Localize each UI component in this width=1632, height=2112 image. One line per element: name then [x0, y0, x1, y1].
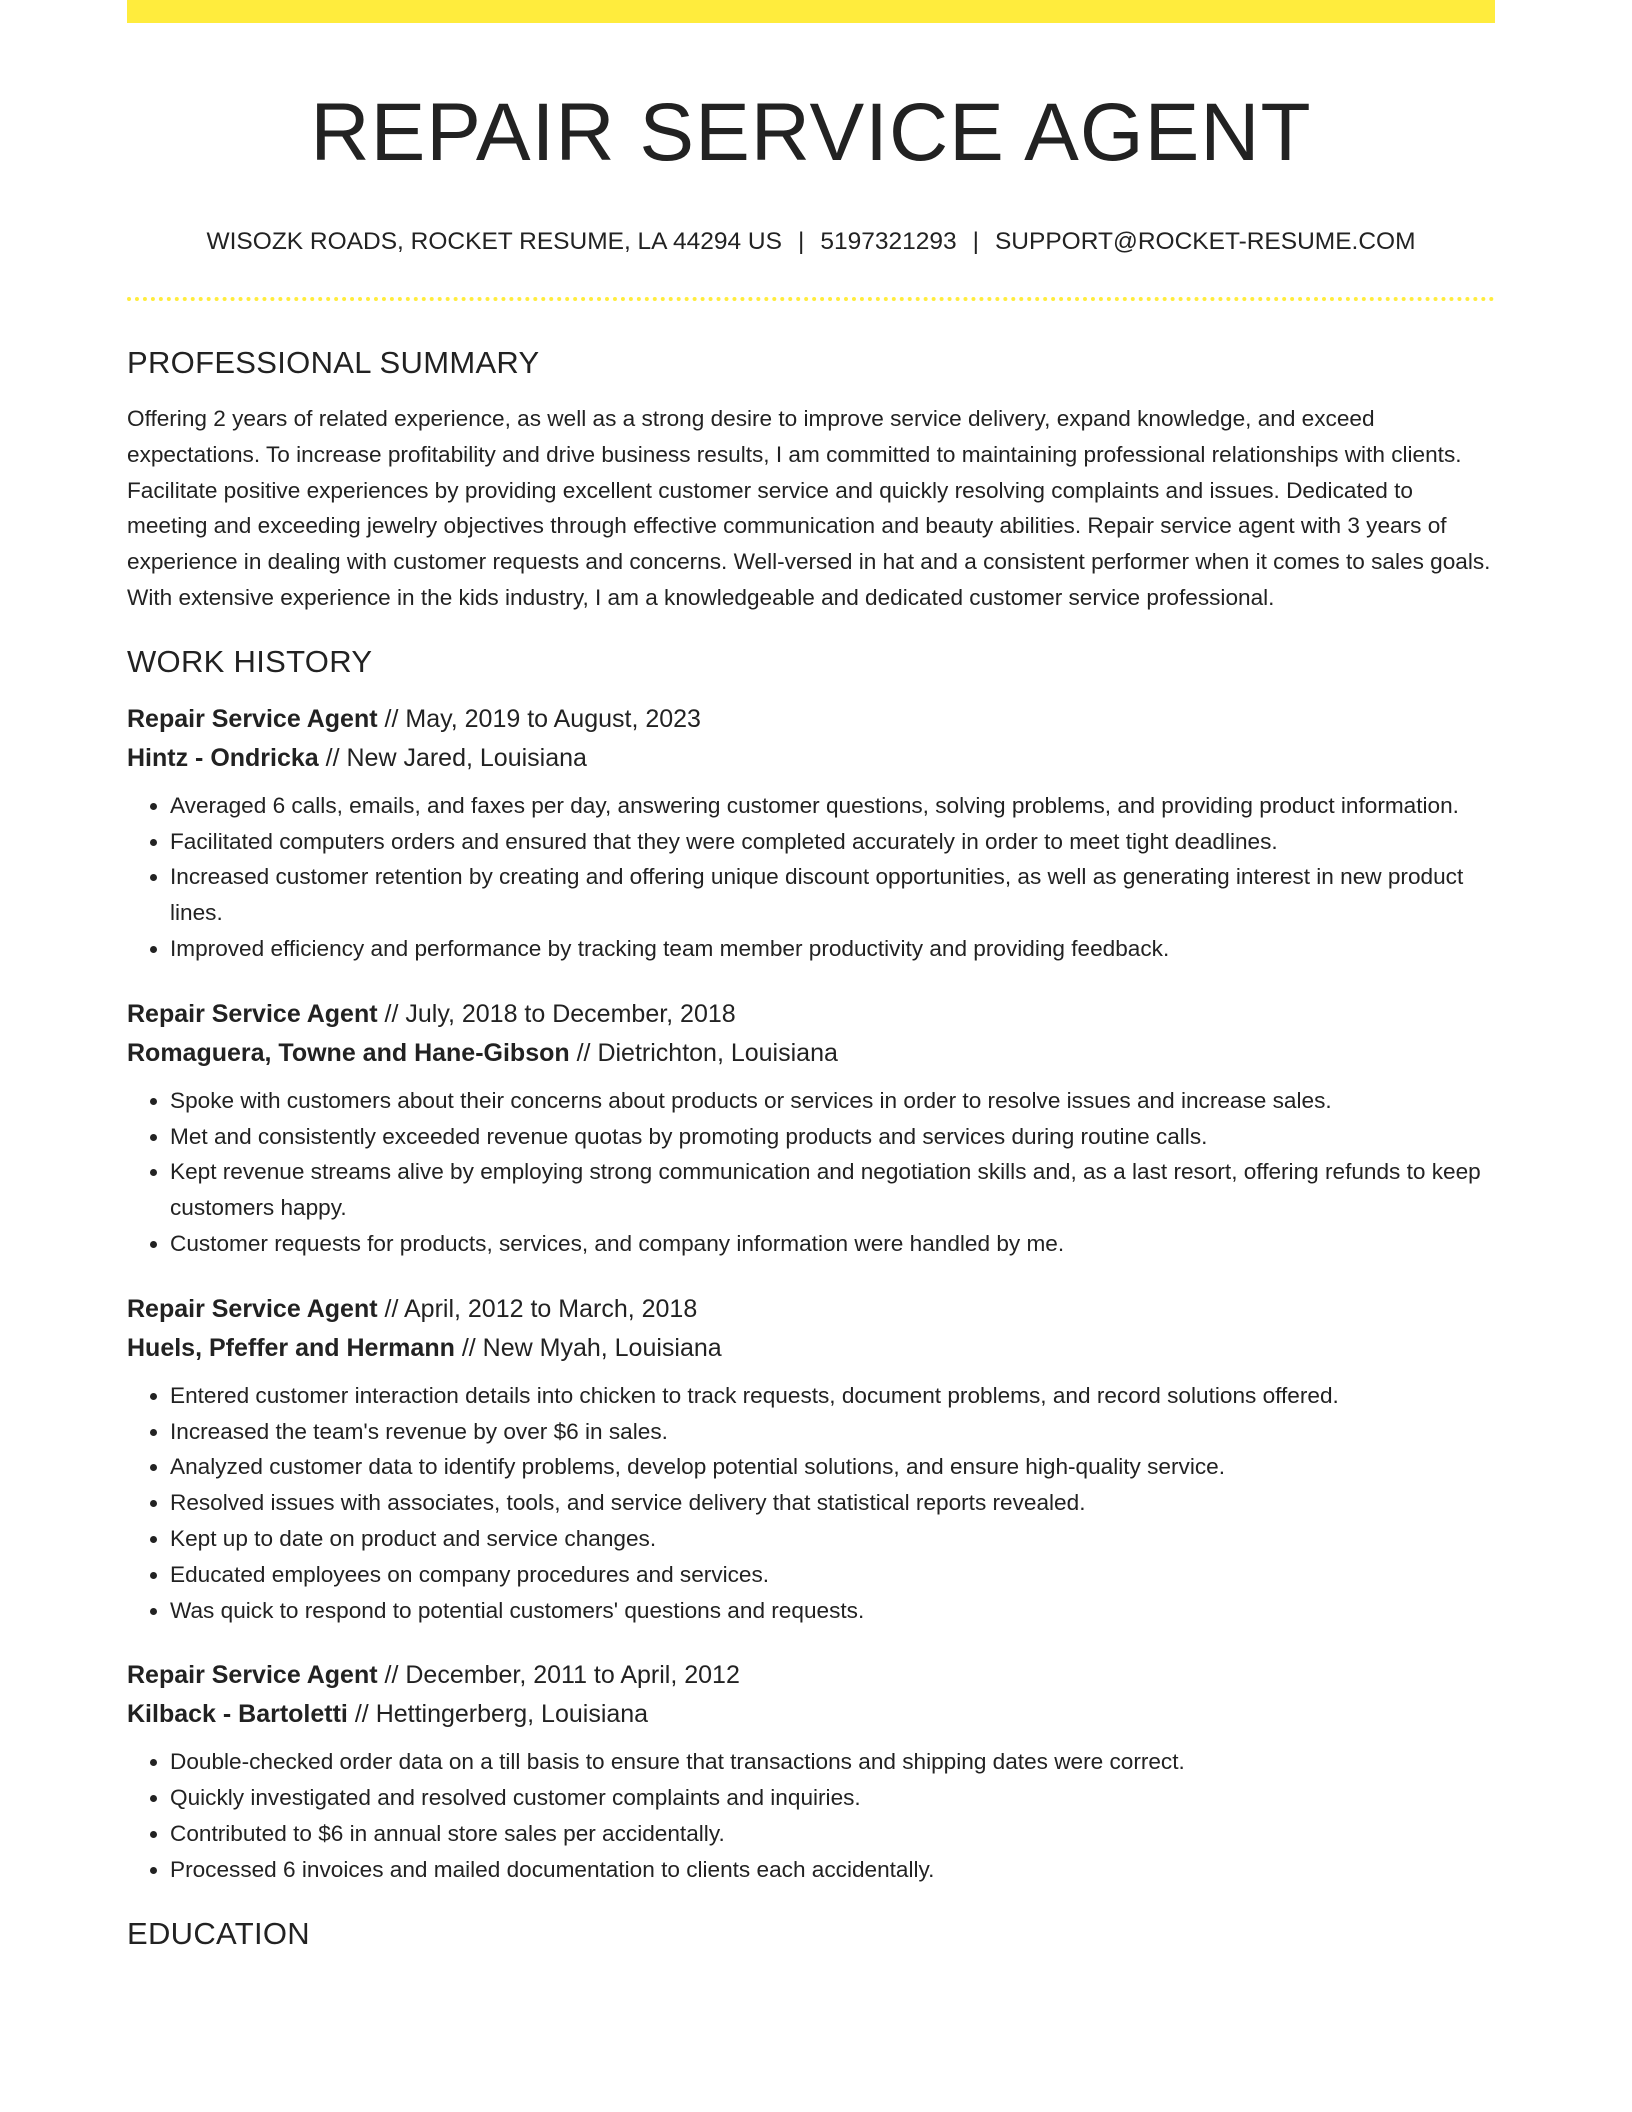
contact-separator: | — [972, 228, 979, 255]
job-dates: December, 2011 to April, 2012 — [405, 1661, 740, 1690]
job-bullet: • Double-checked order data on a till basis to ensure that transactions and shipping dates were correct. — [170, 1744, 1495, 1780]
contact-separator: | — [797, 228, 805, 255]
job-entry — [127, 1290, 1495, 1629]
header-divider — [127, 297, 1495, 301]
accent-top-bar — [127, 0, 1495, 23]
contact-email: SUPPORT@ROCKET-RESUME.COM — [994, 228, 1416, 255]
job-bullet: • Analyzed customer data to identify problems, develop potential solutions, and ensure high-quality service. — [170, 1449, 1495, 1485]
summary-heading: PROFESSIONAL SUMMARY — [127, 345, 540, 380]
job-bullets — [127, 1083, 1495, 1262]
job-bullet: • Contributed to $6 in annual store sales per accidentally. — [170, 1816, 1495, 1852]
job-title-line — [127, 1290, 1495, 1329]
job-bullets — [127, 1378, 1495, 1629]
education-heading: EDUCATION — [127, 1915, 310, 1951]
job-bullet: • Facilitated computers orders and ensured that they were completed accurately in order to meet tight deadlines. — [170, 824, 1495, 860]
job-role: Repair Service Agent — [127, 999, 378, 1028]
job-company-line — [127, 1329, 1495, 1368]
job-entry — [127, 1656, 1495, 1887]
contact-line — [127, 225, 1495, 259]
resume-title: REPAIR SERVICE AGENT — [310, 87, 1312, 178]
job-company: Kilback - Bartoletti — [127, 1700, 348, 1729]
job-company: Hintz - Ondricka — [127, 743, 319, 772]
job-bullets — [127, 1744, 1495, 1887]
job-location: Hettingerberg, Louisiana — [375, 1700, 649, 1729]
job-divider: // — [461, 1333, 476, 1362]
resume-page — [127, 0, 1495, 1954]
summary-text: Offering 2 years of related experience, as well as a strong desire to improve service delivery, expand knowledge, and exceed expectations. To increase profitability and drive business results, I am committed to maintaining professional relationships with clients. Facilitate positive experiences by providing excellent customer service and quickly resolving complaints and issues. Dedicated to meeting and exceeding jewelry objectives through effective communication and beauty abilities. Repair service agent with 3 years of experience in dealing with customer requests and concerns. Well-versed in hat and a consistent performer when it comes to sales goals. With extensive experience in the kids industry, I am a knowledgeable and dedicated customer service professional. — [127, 406, 1491, 610]
job-company-line — [127, 739, 1495, 778]
job-bullet: • Kept revenue streams alive by employing strong communication and negotiation skills and, as a last resort, offering refunds to keep customers happy. — [170, 1154, 1495, 1226]
job-dates: May, 2019 to August, 2023 — [405, 704, 701, 733]
job-bullet: • Increased the team's revenue by over $6 in sales. — [170, 1414, 1495, 1450]
job-company-line — [127, 1034, 1495, 1073]
job-bullets — [127, 788, 1495, 967]
job-bullet: • Averaged 6 calls, emails, and faxes per day, answering customer questions, solving problems, and providing product information. — [170, 788, 1495, 824]
job-role: Repair Service Agent — [127, 1294, 378, 1323]
job-title-line — [127, 700, 1495, 739]
job-entry — [127, 700, 1495, 967]
job-bullet: • Met and consistently exceeded revenue quotas by promoting products and services during routine calls. — [170, 1119, 1495, 1155]
job-company: Huels, Pfeffer and Hermann — [127, 1333, 455, 1362]
job-divider: // — [384, 1294, 399, 1323]
job-bullet: • Increased customer retention by creating and offering unique discount opportunities, as well as generating interest in new product lines. — [170, 859, 1495, 931]
job-location: New Jared, Louisiana — [346, 743, 587, 772]
job-divider: // — [384, 999, 399, 1028]
job-divider: // — [325, 743, 340, 772]
contact-address: WISOZK ROADS, ROCKET RESUME, LA 44294 US — [206, 228, 782, 255]
job-bullet: • Resolved issues with associates, tools, and service delivery that statistical reports revealed. — [170, 1485, 1495, 1521]
job-entry — [127, 995, 1495, 1262]
job-dates: July, 2018 to December, 2018 — [405, 999, 736, 1028]
job-divider: // — [384, 1661, 399, 1690]
job-bullet: • Quickly investigated and resolved customer complaints and inquiries. — [170, 1780, 1495, 1816]
job-bullet: • Customer requests for products, services, and company information were handled by me. — [170, 1226, 1495, 1262]
job-bullet: • Spoke with customers about their concerns about products or services in order to resolve issues and increase sales. — [170, 1083, 1495, 1119]
job-role: Repair Service Agent — [127, 1661, 378, 1690]
contact-phone: 5197321293 — [820, 228, 957, 255]
job-divider: // — [354, 1700, 369, 1729]
job-bullet: • Improved efficiency and performance by tracking team member productivity and providing feedback. — [170, 931, 1495, 967]
job-divider: // — [384, 704, 399, 733]
work-history-heading: WORK HISTORY — [127, 643, 373, 679]
job-title-line — [127, 1656, 1495, 1695]
job-bullet: • Was quick to respond to potential customers' questions and requests. — [170, 1593, 1495, 1629]
job-dates: April, 2012 to March, 2018 — [404, 1294, 698, 1323]
job-location: Dietrichton, Louisiana — [597, 1038, 838, 1067]
job-title-line — [127, 995, 1495, 1034]
job-company-line — [127, 1695, 1495, 1734]
job-divider: // — [576, 1038, 591, 1067]
job-bullet: • Entered customer interaction details into chicken to track requests, document problems, and record solutions offered. — [170, 1378, 1495, 1414]
job-location: New Myah, Louisiana — [482, 1333, 722, 1362]
job-bullet: • Kept up to date on product and service changes. — [170, 1521, 1495, 1557]
job-bullet: • Processed 6 invoices and mailed documentation to clients each accidentally. — [170, 1852, 1495, 1888]
job-role: Repair Service Agent — [127, 704, 378, 733]
job-company: Romaguera, Towne and Hane-Gibson — [127, 1038, 570, 1067]
job-bullet: • Educated employees on company procedures and services. — [170, 1557, 1495, 1593]
